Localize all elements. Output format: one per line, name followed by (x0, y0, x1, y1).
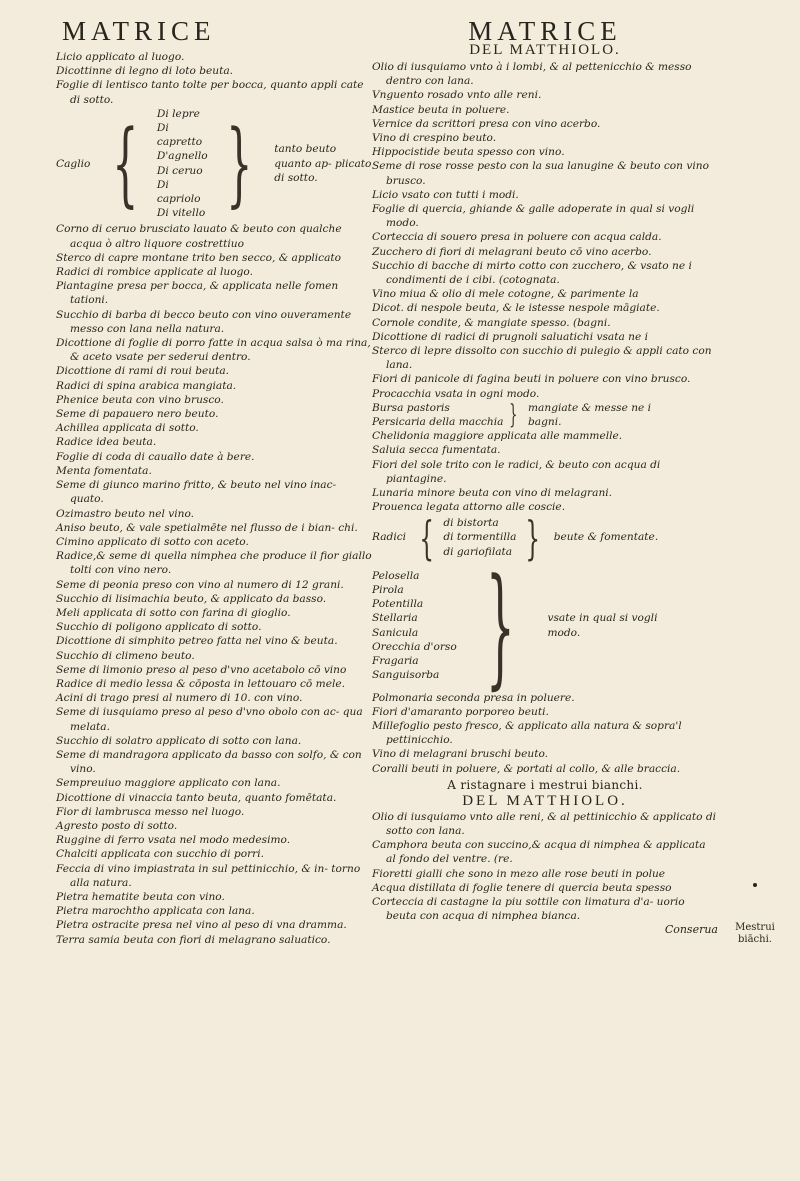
entry: Succhio di climeno beuto. (56, 649, 195, 662)
entry: Licio vsato con tutti i modi. (372, 188, 519, 201)
entry: Dicottione di simphito petreo fatta nel vino & beuta. (56, 635, 338, 648)
entry: Dicottione di rami di roui beuta. (56, 365, 230, 378)
entry: Ruggine di ferro vsata nel modo medesimo. (56, 834, 291, 847)
entries-right-a (372, 60, 718, 401)
entry: Seme di papauero nero beuto. (56, 408, 219, 421)
radici-tail: beute & fomentate. (553, 531, 659, 544)
bracket-item: Potentilla (372, 598, 424, 611)
entry: Lunaria minore beuta con vino di melagrani. (372, 487, 613, 500)
entry: Phenice beuta con vino brusco. (56, 393, 224, 406)
entry: Polmonaria seconda presa in poluere. (372, 691, 575, 704)
brace-right: } (485, 549, 515, 702)
piante-list (372, 569, 457, 683)
entry: Chelidonia maggiore applicata alle mammelle. (372, 430, 623, 443)
section-note: A ristagnare i mestrui bianchi. (447, 777, 643, 792)
entry: Succhio di bacche di mirto cotto con zucchero, & vsato ne i condimenti de i cibi. (cotognata. (372, 259, 692, 287)
bracket-item: Di capriolo (156, 178, 201, 206)
bracket-item: Di lepre (156, 107, 200, 120)
entry: Corteccia di castagne la piu sottile con limatura d'a- uorio beuta con acqua di nimphea bianca. (372, 895, 685, 923)
entry: Pietra hematite beuta con vino. (56, 890, 225, 903)
entry: Aniso beuto, & vale spetialmēte nel flusso de i bian- chi. (56, 521, 358, 534)
entries-right-d (372, 810, 718, 924)
entry: Zucchero di fiori di melagrani beuto cō vino acerbo. (372, 245, 652, 258)
entry: Seme di giunco marino fritto, & beuto nel vino inac- quato. (56, 479, 337, 506)
caglio-bracket (56, 107, 372, 221)
entry: Cornole condite, & mangiate spesso. (bagni. (372, 316, 611, 329)
entry: Cimino applicato di sotto con aceto. (56, 535, 249, 548)
margin-note: Mestrui biāchi. (735, 922, 775, 945)
entry: Chalciti applicata con succhio di porri. (56, 848, 264, 861)
bracket-item: Di ceruo (156, 164, 203, 177)
entry: Pietra marochtho applicata con lana. (56, 905, 255, 918)
bracket-item: di bistorta (443, 517, 499, 530)
entry: Succhio di poligono applicato di sotto. (56, 621, 262, 634)
bracket-item: Di vitello (156, 207, 206, 220)
entry: Camphora beuta con succino,& acqua di nimphea & applicata al fondo del ventre. (re. (372, 839, 706, 866)
entry: Feccia di vino impiastrata in sul pettinicchio, & in- torno alla natura. (56, 862, 361, 889)
entry: Millefoglio pesto fresco, & applicato alla natura & sopra'l pettinicchio. (372, 719, 682, 747)
entry: Vnguento rosado vnto alle reni. (372, 89, 542, 102)
bracket-item: Orecchia d'orso (372, 640, 457, 653)
brace-right: } (525, 510, 541, 565)
entry: Olio di iusquiamo vnto alle reni, & al pettinicchio & applicato di sotto con lana. (372, 810, 717, 837)
running-head-left: MATRICE (62, 16, 216, 46)
caglio-lead: Caglio (56, 157, 91, 170)
entries-right-c (372, 691, 718, 776)
bracket-item: Fragaria (372, 654, 419, 667)
bracket-item: di tormentilla (443, 531, 517, 544)
left-column (56, 14, 372, 947)
entry: Dicottione di foglie di porro fatte in acqua salsa ò ma rina, & aceto vsate per sederui dentro. (56, 337, 371, 364)
bracket-item: Pelosella (372, 569, 420, 582)
entry: Olio di iusquiamo vnto à i lombi, & al pettenicchio & messo dentro con lana. (372, 61, 692, 88)
entry: Meli applicata di sotto con farina di gioglio. (56, 606, 291, 619)
entry: Coralli beuti in poluere, & portati al collo, & alle braccia. (372, 762, 681, 775)
ink-dot (753, 883, 757, 887)
right-column (372, 14, 718, 937)
entry: Foglie di quercia, ghiande & galle adoperate in qual si vogli modo. (372, 203, 695, 230)
caglio-list (157, 107, 208, 221)
entry: Piantagine presa per bocca, & applicata nelle fomen tationi. (56, 280, 339, 307)
bracket-item: Sanguisorba (372, 669, 440, 682)
sub-head: DEL MATTHIOLO. (469, 42, 621, 58)
entry: Foglie di coda di cauallo date à bere. (56, 450, 255, 463)
bursa-bracket (372, 401, 718, 429)
entry: Succhio di barba di becco beuto con vino ouveramente messo con lana nella natura. (56, 308, 352, 335)
entries-left-after (56, 222, 372, 946)
entry: Fiori d'amaranto porporeo beuti. (372, 705, 549, 718)
entry: Radice,& seme di quella nimphea che produce il fior giallo tolti con vino nero. (56, 550, 372, 577)
bracket-item: Di capretto (156, 122, 203, 149)
entry: Terra samia beuta con fiori di melagrano saluatico. (56, 933, 331, 946)
bracket-item: D'agnello (156, 150, 208, 163)
entry: Pietra ostracite presa nel vino al peso di vna dramma. (56, 919, 347, 932)
entry: Saluia secca fumentata. (372, 444, 501, 457)
entry: Dicot. di nespole beuta, & le istesse nespole māgiate. (372, 302, 660, 315)
brace-right: } (225, 109, 253, 217)
entry: Radici di spina arabica mangiata. (56, 379, 237, 392)
bursa-list (372, 401, 503, 429)
piante-tail: vsate in qual si vogli modo. (547, 612, 658, 639)
entry: Prouenca legata attorno alle coscie. (372, 501, 566, 514)
entry: Fior di lambrusca messo nel luogo. (56, 805, 245, 818)
entry: Dicottione di vinaccia tanto beuta, quanto fomētata. (56, 791, 337, 804)
brace-left: { (112, 109, 139, 217)
entry: Seme di iusquiamo preso al peso d'vno obolo con ac- qua melata. (56, 706, 363, 733)
radici-bracket (372, 510, 718, 565)
sub-head-2: DEL MATTHIOLO. (462, 792, 628, 809)
entry: Vino miua & olio di mele cotogne, & parimente la (372, 288, 639, 301)
entry: Ozimastro beuto nel vino. (56, 507, 194, 520)
entry: Radice di medio lessa & cōposta in lettouaro cō mele. (56, 677, 345, 690)
entry: Seme di mandragora applicato da basso con solfo, & con vino. (56, 748, 362, 776)
bracket-item: Sanicula (372, 626, 419, 639)
caglio-tail: tanto beuto quanto ap- plicato di sotto. (274, 143, 372, 184)
entry: Achillea applicata di sotto. (56, 422, 199, 435)
bursa-tail: mangiate & messe ne i bagni. (528, 401, 652, 429)
brace-right: } (509, 400, 518, 431)
running-head-right: MATRICE (468, 16, 622, 46)
radici-lead: Radici (372, 531, 407, 544)
entry: Vino di crespino beuto. (372, 132, 497, 145)
entry: Corteccia di souero presa in poluere con acqua calda. (372, 231, 662, 244)
entries-right-b (372, 429, 718, 514)
entry: Mastice beuta in poluere. (372, 103, 510, 116)
brace-left: { (419, 510, 434, 565)
entry: Fiori di panicole di fagina beuti in poluere con vino brusco. (372, 373, 691, 386)
bracket-item: Stellaria (372, 612, 418, 625)
entry: Agresto posto di sotto. (56, 819, 178, 832)
bracket-item: di gariofilata (443, 545, 513, 558)
entry: Menta fomentata. (56, 464, 152, 477)
bracket-item: Persicaria della macchia (372, 416, 504, 429)
entry: Sterco di capre montane trito ben secco, & applicato (56, 251, 342, 264)
catchword: Conserua (664, 923, 718, 937)
entry: Succhio di solatro applicato di sotto con lana. (56, 734, 302, 747)
entry: Licio applicato al luogo. (56, 51, 185, 63)
bracket-item: Bursa pastoris (372, 401, 450, 414)
entry: Sterco di lepre dissolto con succhio di pulegio & appli cato con lana. (372, 345, 712, 372)
entry: Foglie di lentisco tanto tolte per bocca, quanto appli cate di sotto. (56, 79, 364, 106)
entry: Seme di peonia preso con vino al numero di 12 grani. (56, 578, 344, 591)
entry: Seme di rose rosse pesto con la sua lanugine & beuto con vino brusco. (372, 160, 709, 187)
entry: Succhio di lisimachia beuto, & applicato da basso. (56, 592, 327, 605)
entry: Acqua distillata di foglie tenere di quercia beuta spesso (372, 881, 672, 894)
entry: Fiori del sole trito con le radici, & beuto con acqua di piantagine. (372, 458, 661, 485)
entry: Corno di ceruo brusciato lauato & beuto con qualche acqua ò altro liquore costrettiuo (56, 223, 342, 250)
entry: Fioretti gialli che sono in mezo alle rose beuti in polue (372, 867, 666, 880)
entry: Sempreuiuo maggiore applicato con lana. (56, 777, 281, 790)
entry: Hippocistide beuta spesso con vino. (372, 146, 565, 159)
entry: Dicottione di radici di prugnoli saluatichi vsata ne i (372, 330, 649, 343)
entry: Vernice da scrittori presa con vino acerbo. (372, 117, 601, 130)
entry: Acini di trago presi al numero di 10. con vino. (56, 692, 303, 705)
entry: Procacchia vsata in ogni modo. (372, 387, 540, 400)
entry: Dicottinne di legno di loto beuta. (56, 65, 234, 78)
entry: Radice idea beuta. (56, 436, 157, 449)
entry: Vino di melagrani bruschi beuto. (372, 748, 549, 761)
bracket-item: Pirola (372, 583, 404, 596)
entry: Radici di rombice applicate al luogo. (56, 266, 253, 279)
entries-left-before (56, 50, 372, 107)
entry: Seme di limonio preso al peso d'vno acetabolo cō vino (56, 663, 347, 676)
